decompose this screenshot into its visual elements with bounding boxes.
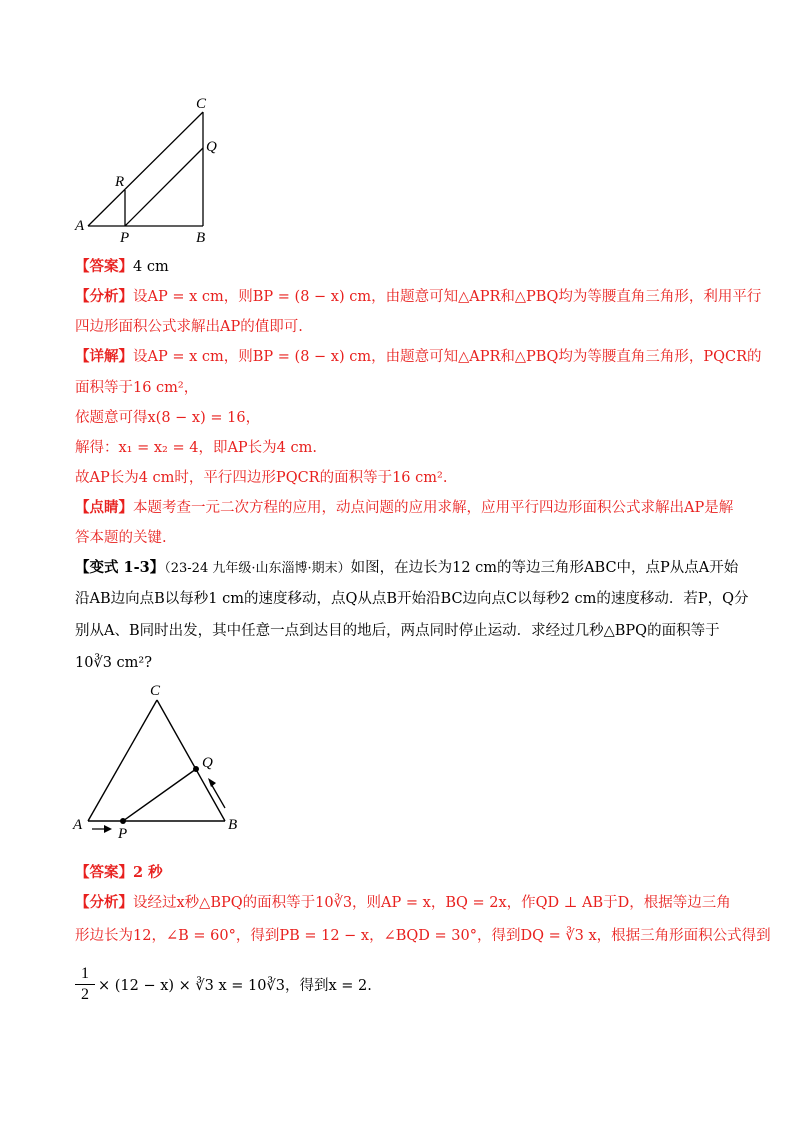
point-p: [120, 818, 126, 824]
analysis-tag: 【分析】: [75, 288, 133, 305]
analysis-1-line-1: [75, 286, 762, 308]
label-p: P: [120, 230, 130, 246]
variant-line-2: 沿AB边向点B以每秒1 cm的速度移动，点Q从点B开始沿BC边向点C以每秒2 cm的速度移动．若P，Q分: [75, 591, 749, 607]
arrow-p-head: [104, 825, 112, 833]
arrow-q-head: [208, 778, 216, 787]
label-c: C: [196, 96, 207, 112]
variant-line-1: [75, 557, 739, 580]
variant-line-4: 10∛3 cm²?: [75, 655, 152, 671]
analysis-formula: × (12 − x) × ∛3 x = 10∛3，得到x = 2.: [98, 978, 372, 994]
fraction-denominator: 2: [81, 986, 89, 1003]
label-a: A: [73, 817, 83, 833]
variant-text: 如图，在边长为12 cm的等边三角形ABC中，点P从点A开始: [350, 560, 739, 576]
analysis-2-line-2: 形边长为12，∠B = 60°，得到PB = 12 − x，∠BQD = 30°，得到DQ = ∛3 x，根据三角形面积公式得到: [75, 928, 771, 944]
segment-bc: [157, 700, 225, 821]
comment-1-line-1: [75, 497, 735, 519]
answer-value: 2 秒: [133, 864, 163, 881]
label-a: A: [75, 218, 85, 234]
segment-ac: [88, 112, 203, 226]
detail-1-line-3: 依题意可得x(8 − x) = 16，: [75, 410, 261, 426]
point-q: [193, 766, 199, 772]
analysis-text: 设经过x秒△BPQ的面积等于10∛3，则AP = x，BQ = 2x，作QD ⊥ AB于D，根据等边三角: [133, 895, 731, 911]
analysis-1-line-2: 四边形面积公式求解出AP的值即可.: [75, 319, 303, 335]
comment-tag: 【点睛】: [75, 499, 133, 516]
label-b: B: [196, 230, 206, 246]
detail-tag: 【详解】: [75, 348, 133, 365]
segment-pq: [125, 148, 203, 226]
analysis-2-line-1: [75, 892, 735, 914]
label-b: B: [228, 817, 238, 833]
detail-1-line-5: 故AP长为4 cm时，平行四边形PQCR的面积等于16 cm².: [75, 470, 448, 486]
detail-1-line-1: [75, 346, 762, 368]
detail-1-line-2: 面积等于16 cm²，: [75, 380, 199, 396]
answer-tag: 【答案】: [75, 258, 133, 275]
analysis-tag: 【分析】: [75, 894, 133, 911]
variant-source: （23-24 九年级·山东淄博·期末）: [164, 561, 351, 576]
detail-text: 设AP = x cm，则BP = (8 − x) cm，由题意可知△APR和△PBQ均为等腰直角三角形，PQCR的: [133, 349, 762, 365]
label-q: Q: [206, 139, 217, 155]
variant-line-3: 别从A、B同时出发，其中任意一点到达目的地后，两点同时停止运动．求经过几秒△BPQ的面积等于: [75, 623, 720, 639]
fraction-bar: [75, 984, 95, 985]
comment-1-line-2: 答本题的关键.: [75, 530, 167, 546]
analysis-2-line-3: [98, 975, 698, 997]
fraction-numerator: 1: [81, 965, 89, 982]
analysis-text: 设AP = x cm，则BP = (8 − x) cm，由题意可知△APR和△PBQ均为等腰直角三角形，利用平行: [133, 289, 762, 305]
figure-1-diagram: [65, 90, 245, 250]
label-r: R: [115, 174, 125, 190]
detail-1-line-4: 解得：x₁ = x₂ = 4，即AP长为4 cm.: [75, 440, 317, 456]
answer-2: [75, 862, 735, 884]
variant-tag: 【变式 1-3】: [75, 559, 165, 576]
segment-pq: [123, 769, 196, 821]
label-c: C: [150, 683, 161, 699]
label-p: P: [118, 826, 128, 842]
figure-2-diagram: [65, 678, 265, 848]
label-q: Q: [202, 755, 213, 771]
segment-ac: [88, 700, 157, 821]
answer-1: [75, 256, 735, 278]
answer-value: 4 cm: [133, 259, 169, 275]
fraction-one-half: [75, 965, 95, 1004]
answer-tag: 【答案】: [75, 864, 133, 881]
comment-text: 本题考查一元二次方程的应用，动点问题的应用求解，应用平行四边形面积公式求解出AP是解: [133, 500, 734, 516]
